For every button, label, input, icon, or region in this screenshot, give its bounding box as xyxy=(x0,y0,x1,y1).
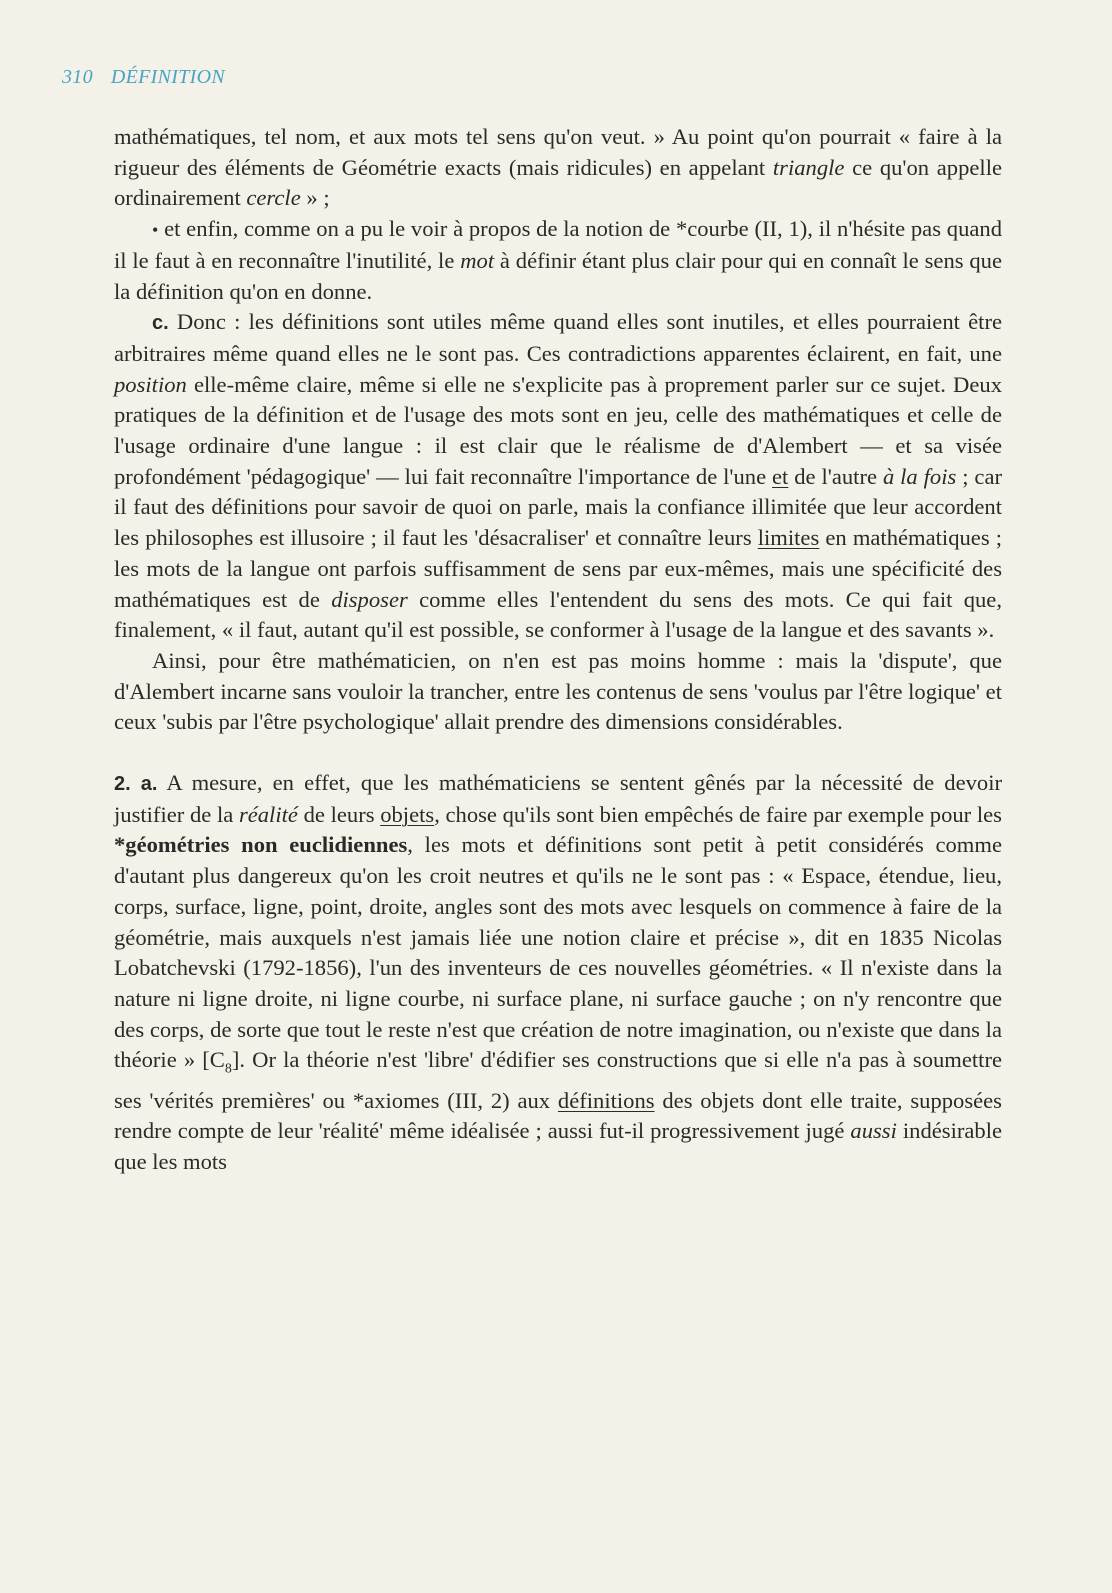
text-run: de l'autre xyxy=(788,463,883,489)
text-run: de leurs xyxy=(297,801,381,827)
text-run: et enfin, comme on a pu le voir à propos de la notion de *courbe (II, 1), il n'hésite pas quand il le faut à en reconnaître l'inutilité, le xyxy=(114,216,1002,273)
paragraph-1 xyxy=(114,122,1002,214)
underlined-term: limites xyxy=(757,525,820,551)
underlined-term: objets xyxy=(380,801,435,827)
underlined-term: définitions xyxy=(557,1087,655,1113)
subscript: 8 xyxy=(224,1061,232,1077)
italic-term: aussi xyxy=(850,1118,897,1144)
text-run: mathématiques, tel nom, et aux mots tel sens qu'on veut. » Au point qu'on pourrait « faire à la rigueur des éléments de Géométrie exacts (mais ridicules) en appelant xyxy=(114,124,1002,180)
italic-term: disposer xyxy=(331,586,408,612)
text-run: ]. Or la théorie n'est 'libre' d'édifier ses constructions que si elle n'a pas à soumettre ses 'vérités premières' ou *axiomes (III, 2) aux xyxy=(114,1047,1002,1113)
running-header xyxy=(62,66,225,89)
text-run: , chose qu'ils sont bien empêchés de faire par exemple pour les xyxy=(434,801,1002,827)
italic-term: cercle xyxy=(246,185,301,211)
italic-term: triangle xyxy=(772,154,845,180)
italic-term: mot xyxy=(460,247,495,273)
text-run: des objets dont elle traite, supposées rendre compte de leur 'réalité' même idéalisée ; aussi fut-il progressivement jugé xyxy=(114,1087,1002,1144)
paragraph-3 xyxy=(114,307,1002,646)
section-marker: c. xyxy=(152,312,169,335)
text-run: en mathématiques ; les mots de la langue ont parfois suffisamment de sens par eux-mêmes, mais une spécificité des mathématiques est de xyxy=(114,525,1003,612)
text-run: elle-même claire, même si elle ne s'explicite pas à proprement parler sur ce sujet. Deux pratiques de la définition et de l'usage des mots sont en jeu, celle des mathématiques et celle de l'usage ordinaire d'une langue : il est clair que le réalisme de d'Alembert — et sa visée profondément 'pédagogique' — lui fait reconnaître l'importance de l'une xyxy=(114,371,1002,489)
italic-term: réalité xyxy=(238,801,298,827)
text-run: ce qu'on appelle ordinairement xyxy=(114,154,1002,211)
running-title: DÉFINITION xyxy=(110,66,226,88)
bullet-marker: • xyxy=(152,220,159,241)
paragraph-5 xyxy=(114,768,1002,1178)
italic-term: position xyxy=(114,371,187,397)
paragraph-4 xyxy=(114,646,1002,738)
text-run: , les mots et définitions sont petit à petit considérés comme d'autant plus dangereux qu'on les croit neutres et qu'ils ne le sont pas : « Espace, étendue, lieu, corps, surface, ligne, point, droite, angles sont des mots avec lesquels on commence à faire de la géométrie, mais auxquels n'est jamais liée une notion claire et précise », dit en 1835 Nicolas Lobatchevski (1792-1856), l'un des inventeurs de ces nouvelles géométries. « Il n'existe dans la nature ni ligne droite, ni ligne courbe, ni surface plane, ni surface gauche ; on n'y rencontre que des corps, de sorte que tout le reste n'est que création de notre imagination, ou n'existe que dans la théorie » [C xyxy=(114,832,1002,1073)
text-run: Donc : les définitions sont utiles même quand elles sont inutiles, et elles pourraient être arbitraires même quand elles ne le sont pas. Ces contradictions apparentes éclairent, en fait, une xyxy=(114,309,1002,366)
text-run: à définir étant plus clair pour qui en connaît le sens que la définition qu'on en donne. xyxy=(114,247,1002,304)
text-run: » ; xyxy=(300,185,330,211)
italic-term: à la fois xyxy=(882,463,957,489)
text-run: ; car il faut des définitions pour savoir de quoi on parle, mais la confiance illimitée que leur accordent les philosophes est illusoire ; il faut les 'désacraliser' et connaître leurs xyxy=(114,463,1002,551)
body-text xyxy=(114,122,1002,1178)
underlined-term: et xyxy=(772,463,789,489)
bold-term: *géométries non euclidiennes xyxy=(114,832,408,858)
text-run: comme elles l'entendent du sens des mots. Ce qui fait que, finalement, « il faut, autant qu'il est possible, se conformer à l'usage de la langue et des savants ». xyxy=(114,586,1002,643)
text-run: indésirable que les mots xyxy=(114,1118,1003,1175)
section-marker: 2. a. xyxy=(114,773,158,796)
page-number: 310 xyxy=(62,66,93,88)
text-run: A mesure, en effet, que les mathématiciens se sentent gênés par la nécessité de devoir justifier de la xyxy=(114,770,1003,827)
paragraph-2 xyxy=(114,214,1002,307)
text-run: Ainsi, pour être mathématicien, on n'en est pas moins homme : mais la 'dispute', que d'Alembert incarne sans vouloir la trancher, entre les contenus de sens 'voulus par l'être logique' et ceux 'subis par l'être psychologique' allait prendre des dimensions considérables. xyxy=(114,647,1002,735)
